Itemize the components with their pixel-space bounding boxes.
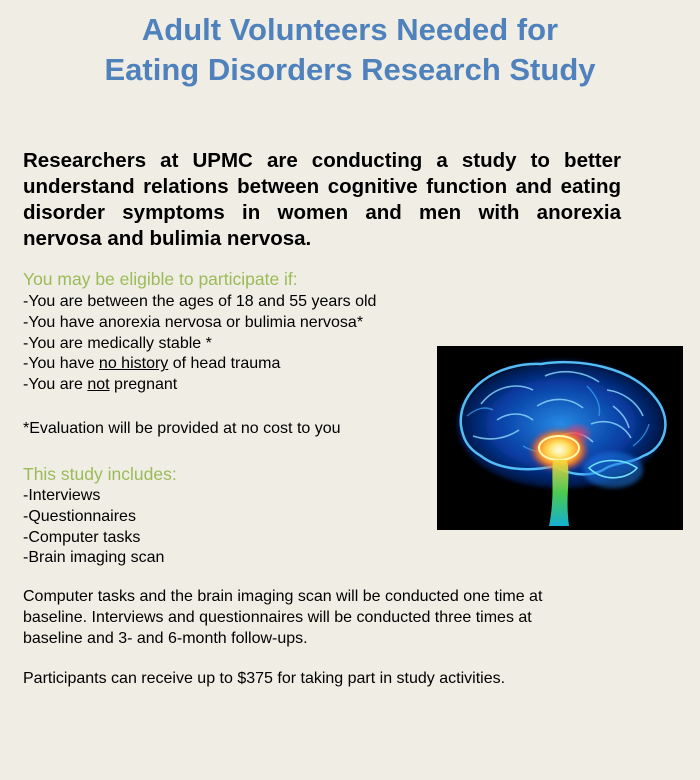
list-item: -Interviews — [23, 487, 101, 504]
brain-illustration-icon — [437, 346, 683, 530]
eligibility-list — [23, 292, 376, 396]
title-line-2: Eating Disorders Research Study — [104, 52, 596, 87]
list-item: -You have anorexia nervosa or bulimia nervosa* — [23, 313, 364, 331]
includes-list — [23, 486, 164, 569]
poster-title — [0, 10, 700, 90]
list-item: -Brain imaging scan — [23, 549, 165, 567]
schedule-paragraph: Computer tasks and the brain imaging scan will be conducted one time at baseline. Interviews and questionnaires will be conducted three times at baseline and 3- and 6-month follow-ups. — [23, 588, 543, 647]
includes-heading: This study includes: — [23, 464, 177, 484]
list-item: -Computer tasks — [23, 528, 141, 546]
list-item: -You are not pregnant — [23, 376, 178, 394]
title-line-1: Adult Volunteers Needed for — [141, 12, 559, 47]
list-item: -Questionnaires — [23, 507, 136, 525]
intro-paragraph: Researchers at UPMC are conducting a study to better understand relations between cognitive function and eating disorder symptoms in women and men with anorexia nervosa and bulimia nervosa. — [23, 149, 621, 250]
compensation-paragraph: Participants can receive up to $375 for taking part in study activities. — [23, 670, 506, 687]
brain-scan-image — [437, 346, 683, 530]
list-item: -You are between the ages of 18 and 55 years old — [23, 293, 377, 310]
eligibility-heading: You may be eligible to participate if: — [23, 269, 298, 289]
list-item: -You are medically stable * — [23, 334, 212, 352]
underlined-text: no history — [98, 355, 169, 373]
list-item: -You have no history of head trauma — [23, 355, 281, 373]
underlined-text: not — [87, 376, 110, 394]
evaluation-note: *Evaluation will be provided at no cost to you — [23, 420, 341, 437]
